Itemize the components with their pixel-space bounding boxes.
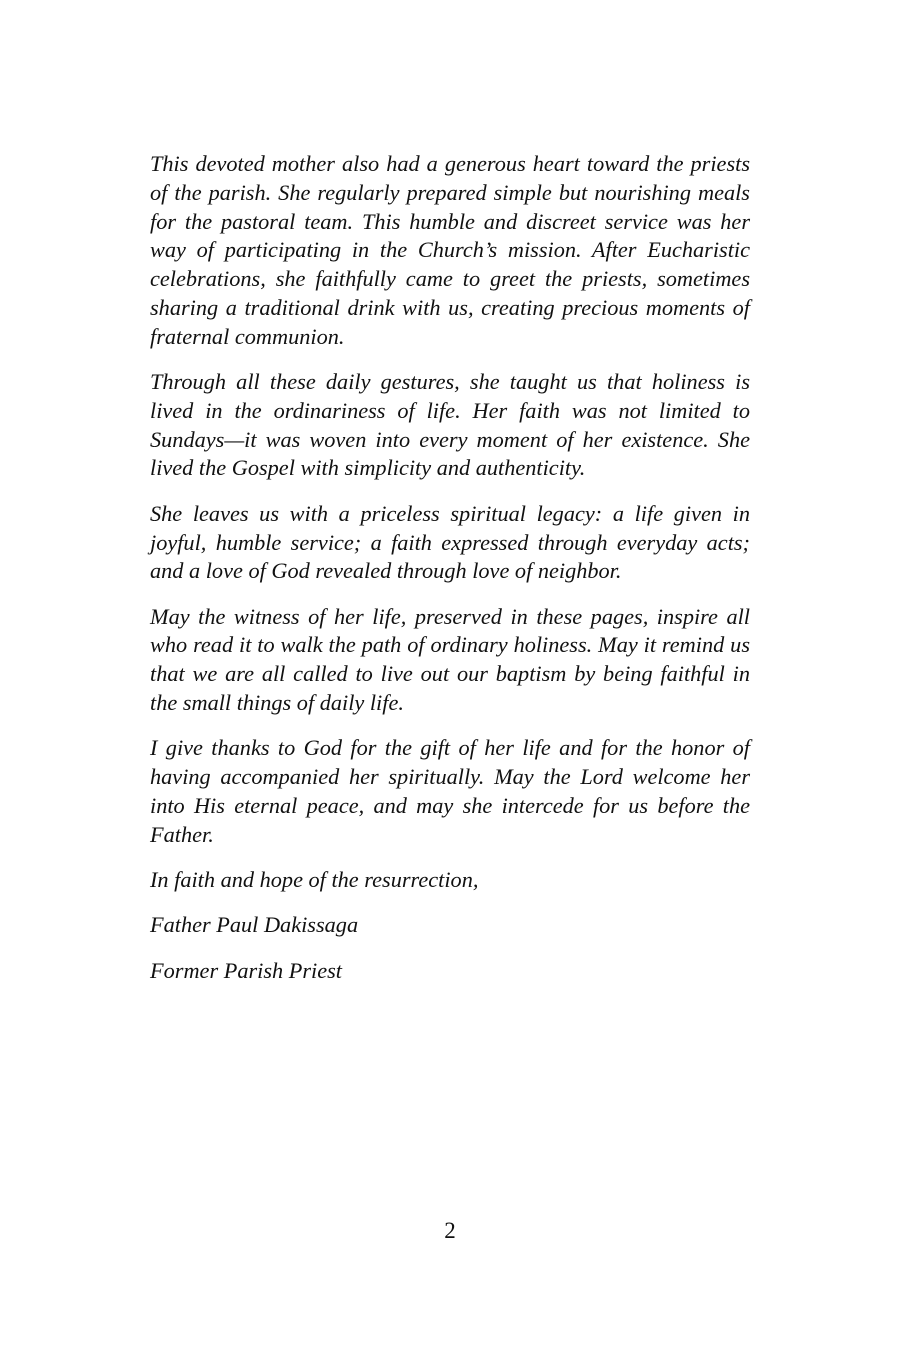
signature-title: Former Parish Priest: [150, 957, 342, 983]
paragraph-spiritual-legacy: She leaves us with a priceless spiritual legacy: a life given in joyful, humble service; a faith expressed through everyday acts; and a love of God revealed through love of neighbor.: [150, 500, 750, 584]
page-number: 2: [444, 1218, 456, 1243]
paragraph-thanksgiving: I give thanks to God for the gift of her life and for the honor of having accompanied her spiritually. May the Lord welcome her into His eternal peace, and may she intercede for us before the Father.: [150, 735, 750, 847]
paragraph-daily-gestures: Through all these daily gestures, she taught us that holiness is lived in the ordinariness of life. Her faith was not limited to Sundays—it was woven into every moment of her existence. She lived the Gospel with simplicity and authenticity.: [150, 369, 750, 481]
letter-body: [150, 150, 750, 1002]
signature-name: Father Paul Dakissaga: [150, 912, 359, 938]
paragraph-generous-heart: This devoted mother also had a generous heart toward the priests of the parish. She regularly prepared simple but nourishing meals for the pastoral team. This humble and discreet service was her way of participating in the Church’s mission. After Eucharistic celebrations, she faithfully came to greet the priests, sometimes sharing a traditional drink with us, creating precious moments of fraternal communion.: [150, 151, 750, 349]
paragraph-witness: May the witness of her life, preserved in these pages, inspire all who read it to walk the path of ordinary holiness. May it remind us that we are all called to live out our baptism by being faithful in the small things of daily life.: [150, 603, 750, 716]
closing-salutation: In faith and hope of the resurrection,: [150, 867, 479, 893]
